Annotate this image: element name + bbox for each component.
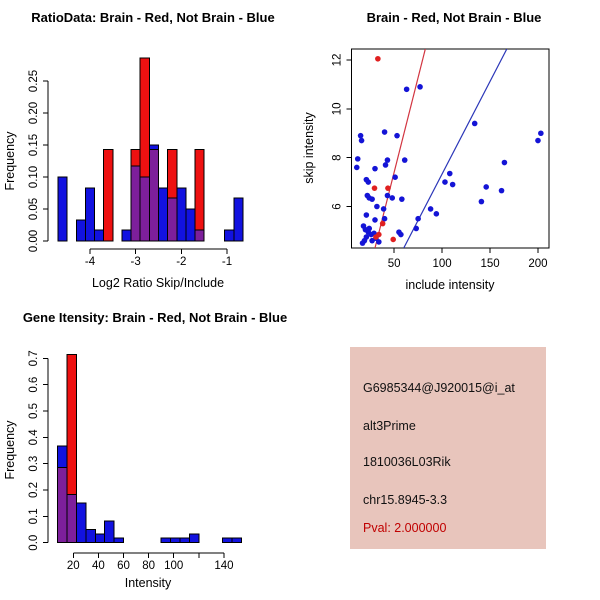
intensity-scatter-panel	[300, 0, 600, 300]
pval-text: Pval: 2.000000	[363, 521, 447, 535]
scatter-point-blue	[472, 121, 478, 127]
scatter-point-blue	[392, 174, 398, 180]
scatter-point-blue	[502, 160, 508, 166]
scatter-point-blue	[417, 84, 423, 90]
scatter-point-red	[380, 221, 386, 227]
hist-bar-blue	[189, 534, 198, 543]
hist-bar-blue	[225, 230, 234, 241]
scatter-point-blue	[389, 195, 395, 201]
hist-bar-blue	[161, 538, 170, 542]
hist-bar-blue	[105, 521, 114, 543]
hist-bar-overlap	[67, 494, 76, 542]
x-tick-label: 50	[387, 258, 401, 270]
scatter-point-blue	[415, 216, 421, 222]
scatter-point-blue	[360, 240, 366, 246]
hist-bar-blue	[171, 538, 180, 542]
y-tick-label: 8	[331, 154, 344, 161]
scatter-point-blue	[428, 206, 434, 212]
plot-box	[352, 49, 550, 248]
scatter-point-blue	[372, 166, 378, 172]
hist-bar-blue	[122, 230, 131, 241]
scatter-point-blue	[394, 133, 400, 139]
hist-bar-blue	[76, 220, 85, 241]
chart-title: RatioData: Brain - Red, Not Brain - Blue	[31, 10, 275, 25]
y-tick-label: 0.2	[28, 482, 40, 499]
x-axis-label: Intensity	[124, 576, 172, 590]
y-tick-label: 0.00	[28, 229, 40, 253]
scatter-point-blue	[385, 193, 391, 199]
y-tick-label: 0.05	[28, 197, 40, 221]
y-tick-label: 12	[331, 53, 344, 67]
scatter-point-blue	[359, 138, 365, 144]
x-tick-label: 100	[432, 258, 452, 270]
scatter-point-blue	[382, 216, 388, 222]
scatter-point-red	[385, 185, 391, 191]
scatter-point-blue	[382, 129, 388, 135]
y-tick-label: 0.6	[28, 376, 40, 393]
y-axis-label: skip intensity	[302, 112, 316, 184]
scatter-point-blue	[399, 196, 405, 202]
scatter-point-blue	[383, 162, 389, 168]
hist-bar-blue	[85, 188, 94, 241]
scatter-point-blue	[381, 206, 387, 212]
scatter-point-red	[375, 56, 381, 62]
scatter-point-blue	[398, 232, 404, 238]
chart-title: Gene Itensity: Brain - Red, Not Brain - Blue	[22, 310, 288, 325]
scatter-point-blue	[450, 182, 456, 188]
gene-intensity-histogram-panel	[0, 300, 300, 600]
hist-bar-blue	[86, 530, 95, 543]
y-tick-label: 6	[331, 203, 344, 210]
x-tick-label: 60	[117, 560, 130, 572]
splice-type-text: alt3Prime	[363, 419, 416, 433]
probe-id-text: G6985344@J920015@i_at	[363, 381, 515, 395]
x-tick-label: -3	[130, 256, 141, 268]
scatter-point-blue	[442, 179, 448, 185]
scatter-point-blue	[376, 239, 382, 245]
x-tick-label: 200	[528, 258, 548, 270]
hist-bar-red	[104, 149, 113, 241]
scatter-point-blue	[374, 204, 380, 210]
hist-bar-overlap	[58, 467, 67, 542]
locus-text: chr15.8945-3.3	[363, 493, 448, 507]
scatter-point-blue	[447, 171, 453, 177]
scatter-point-blue	[365, 179, 371, 185]
scatter-point-red	[372, 185, 378, 191]
x-tick-label: 20	[66, 560, 80, 572]
x-axis-label: Log2 Ratio Skip/Include	[91, 276, 225, 290]
hist-bar-blue	[76, 503, 85, 543]
y-tick-label: 0.20	[28, 101, 40, 125]
x-tick-label: -1	[221, 256, 233, 268]
scatter-point-blue	[372, 217, 378, 223]
scatter-point-blue	[535, 138, 541, 144]
scatter-point-blue	[538, 130, 544, 136]
x-tick-label: -4	[84, 256, 96, 268]
hist-bar-overlap	[149, 149, 158, 241]
y-tick-label: 0.25	[28, 69, 40, 93]
scatter-point-blue	[355, 156, 361, 162]
hist-bar-blue	[232, 538, 241, 542]
x-axis-label: include intensity	[405, 278, 495, 292]
hist-bar-blue	[95, 534, 104, 543]
hist-bar-blue	[114, 538, 123, 542]
x-tick-label: 100	[164, 560, 184, 572]
scatter-point-blue	[499, 188, 505, 194]
scatter-point-blue	[369, 196, 375, 202]
y-tick-label: 0.1	[28, 508, 40, 525]
hist-bar-blue	[234, 198, 243, 241]
gene-name-text: 1810036L03Rik	[363, 455, 451, 469]
scatter-point-blue	[358, 133, 364, 139]
x-tick-label: 150	[480, 258, 500, 270]
scatter-point-red	[373, 234, 379, 240]
scatter-point-blue	[385, 157, 391, 163]
scatter-point-red	[390, 237, 396, 243]
scatter-point-blue	[364, 212, 370, 218]
hist-bar-blue	[223, 538, 232, 542]
scatter-point-blue	[434, 211, 440, 217]
hist-bar-blue	[177, 188, 186, 241]
hist-bar-blue	[186, 209, 195, 241]
info-panel	[300, 300, 600, 600]
hist-bar-overlap	[140, 177, 149, 241]
scatter-point-blue	[402, 157, 408, 163]
scatter-point-blue	[404, 86, 410, 92]
scatter-point-blue	[479, 199, 485, 205]
scatter-point-blue	[483, 184, 489, 190]
chart-title: Brain - Red, Not Brain - Blue	[366, 10, 542, 25]
hist-bar-blue	[58, 177, 67, 241]
scatter-point-blue	[354, 165, 360, 171]
y-tick-label: 0.3	[28, 455, 40, 472]
y-tick-label: 10	[331, 102, 344, 116]
y-tick-label: 0.4	[28, 429, 40, 446]
hist-bar-overlap	[168, 198, 177, 241]
y-axis-label: Frequency	[3, 131, 17, 191]
info-box	[350, 347, 546, 549]
y-tick-label: 0.15	[28, 133, 40, 157]
scatter-point-blue	[413, 226, 419, 232]
y-axis-label: Frequency	[3, 420, 17, 480]
ratio-histogram-panel	[0, 0, 300, 300]
y-tick-label: 0.7	[28, 350, 40, 367]
y-tick-label: 0.0	[28, 534, 40, 551]
y-tick-label: 0.10	[28, 165, 40, 189]
hist-bar-red	[195, 149, 204, 241]
x-tick-label: 140	[214, 560, 234, 572]
hist-bar-blue	[159, 188, 168, 241]
hist-bar-overlap	[131, 166, 140, 241]
x-tick-label: -2	[176, 256, 187, 268]
hist-bar-overlap	[195, 230, 204, 241]
hist-bar-blue	[95, 230, 104, 241]
y-tick-label: 0.5	[28, 403, 40, 419]
scatter-point-blue	[366, 226, 372, 232]
x-tick-label: 80	[142, 560, 156, 572]
hist-bar-blue	[180, 538, 189, 542]
x-tick-label: 40	[92, 560, 105, 572]
